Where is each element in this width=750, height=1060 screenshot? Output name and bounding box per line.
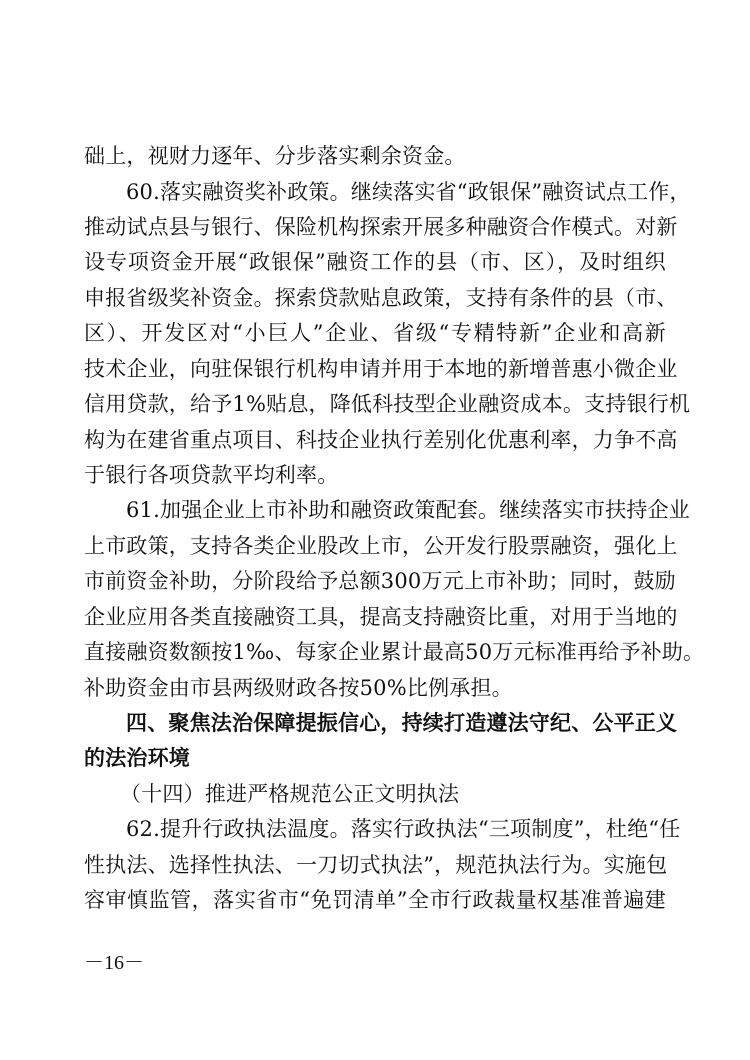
text-line: 容审慎监管，落实省市“免罚清单”全市行政裁量权基准普遍建 [84, 888, 666, 912]
text-line: 市前资金补助，分阶段给予总额300万元上市补助；同时，鼓励 [84, 569, 676, 593]
text-line: 61.加强企业上市补助和融资政策配套。继续落实市扶持企业 [126, 498, 690, 522]
text-line: 区）、开发区对“小巨人”企业、省级“专精特新”企业和高新 [84, 321, 666, 345]
text-line: 设专项资金开展“政银保”融资工作的县（市、区），及时组织 [84, 250, 666, 274]
section-heading: 四、聚焦法治保障提振信心，持续打造遵法守纪、公平正义 [126, 710, 678, 735]
text-line: 补助资金由市县两级财政各按50%比例承担。 [84, 676, 513, 700]
text-line: 构为在建省重点项目、科技企业执行差别化优惠利率，力争不高 [84, 428, 678, 452]
text-line: 信用贷款，给予1%贴息，降低科技型企业融资成本。支持银行机 [84, 392, 691, 416]
text-line: 础上，视财力逐年、分步落实剩余资金。 [84, 144, 466, 168]
text-line: 于银行各项贷款平均利率。 [84, 463, 339, 487]
text-line: 申报省级奖补资金。探索贷款贴息政策，支持有条件的县（市、 [84, 286, 678, 310]
text-line: 上市政策，支持各类企业股改上市，公开发行股票融资，强化上 [84, 534, 678, 558]
section-heading-cont: 的法治环境 [84, 745, 190, 770]
text-line: 性执法、选择性执法、一刀切式执法”，规范执法行为。实施包 [84, 853, 668, 877]
text-line: 60.落实融资奖补政策。继续落实省“政银保”融资试点工作， [126, 180, 691, 204]
text-line: 直接融资数额按1‰、每家企业累计最高50万元标准再给予补助。 [84, 640, 705, 664]
page-number: －16－ [84, 952, 144, 974]
subsection-heading: （十四）推进严格规范公正文明执法 [120, 782, 460, 806]
text-line: 技术企业，向驻保银行机构申请并用于本地的新增普惠小微企业 [84, 357, 678, 381]
text-line: 企业应用各类直接融资工具，提高支持融资比重，对用于当地的 [84, 605, 678, 629]
text-line: 62.提升行政执法温度。落实行政执法“三项制度”，杜绝“任 [126, 817, 681, 841]
text-line: 推动试点县与银行、保险机构探索开展多种融资合作模式。对新 [84, 215, 678, 239]
